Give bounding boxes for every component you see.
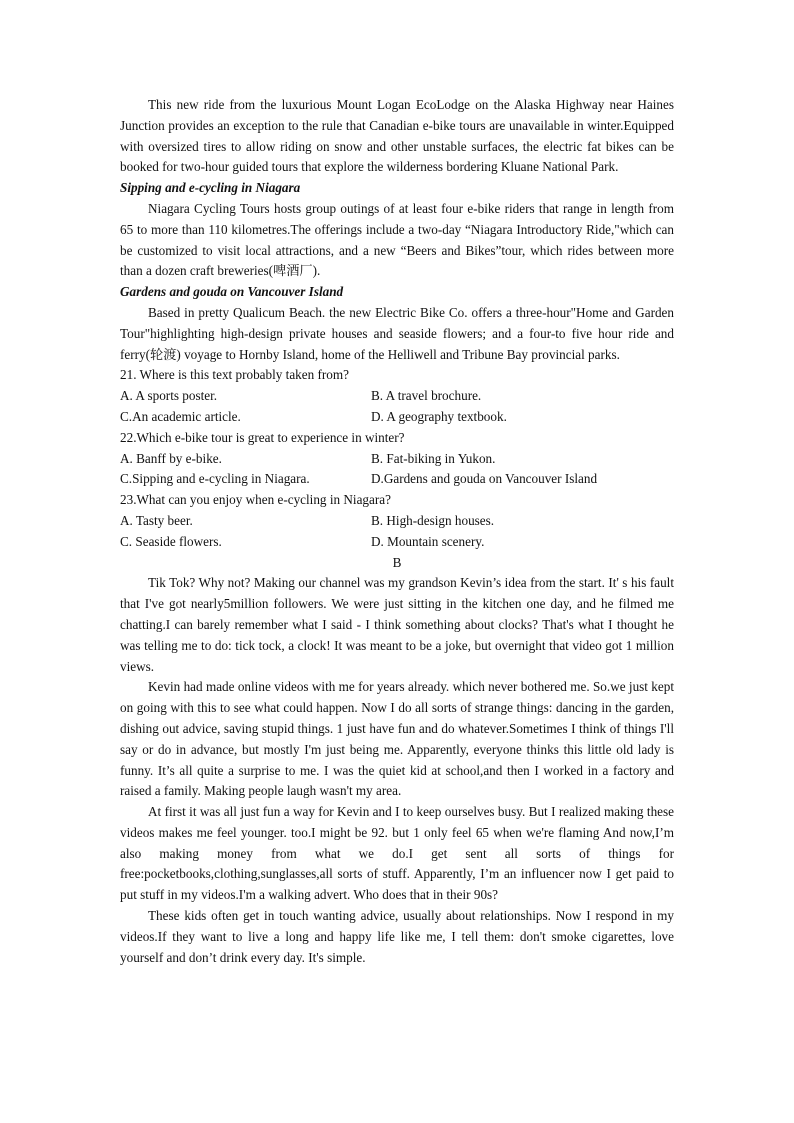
option-21-b: B. A travel brochure. — [371, 388, 482, 404]
paragraph-b-4: These kids often get in touch wanting advice, usually about relationships. Now I respond in my videos.If they want to live a long and happy life like me, I tell them: don't smoke cigarettes, love yourself and don’t drink every day. It's simple. — [120, 908, 674, 965]
exam-page — [120, 95, 674, 968]
option-23-a: A. Tasty beer. — [120, 512, 193, 528]
question-22-options — [120, 449, 674, 491]
option-23-c: C. Seaside flowers. — [120, 533, 222, 549]
option-23-b: B. High-design houses. — [371, 512, 495, 528]
paragraph-b-1: Tik Tok? Why not? Making our channel was my grandson Kevin’s idea from the start. It' s his fault that I've got nearly5million followers. We were just sitting in the kitchen one day, and he filmed me chatting.I can barely remember what I said - I think something about clocks? That's what I thought he was telling me to do: tick tock, a clock! It was meant to be a joke, but overnight that video got 1 million views. — [120, 575, 674, 674]
heading-niagara: Sipping and e-cycling in Niagara — [120, 180, 301, 196]
question-23-stem: 23.What can you enjoy when e-cycling in Niagara? — [120, 492, 391, 508]
heading-vancouver: Gardens and gouda on Vancouver Island — [120, 284, 344, 300]
option-22-d: D.Gardens and gouda on Vancouver Island — [371, 471, 598, 487]
option-23-d: D. Mountain scenery. — [371, 533, 485, 549]
question-22-stem: 22.Which e-bike tour is great to experience in winter? — [120, 429, 405, 445]
paragraph-b-2: Kevin had made online videos with me for years already. which never bothered me. So.we just kept on going with this to see what could happen. Now I do all sorts of strange things: dancing in the garden, dishing out advice, saving stupid things. 1 just have fun and do whatever.Sometimes I think of things I'll say or do in advance, but mostly I'm just being me. Apparently, everyone thinks this little old lady is funny. It’s all quite a surprise to me. I was the quiet kid at school,and then I worked in a factory and raised a family. Making people laugh wasn't my area. — [120, 679, 674, 799]
paragraph-vancouver: Based in pretty Qualicum Beach. the new Electric Bike Co. offers a three-hour"Home and Garden Tour"highlighting high-design private houses and seaside flowers; and a four-to five hour ride and ferry(轮渡) voyage to Hornby Island, home of the Helliwell and Tribune Bay provincial parks. — [120, 304, 674, 362]
option-21-c: C.An academic article. — [120, 408, 241, 424]
question-23-options — [120, 511, 674, 553]
paragraph-yukon: This new ride from the luxurious Mount Logan EcoLodge on the Alaska Highway near Haines Junction provides an exception to the rule that Canadian e-bike tours are unavailable in winter.Equipped with oversized tires to allow riding on snow and other unstable surfaces, the electric fat bikes can be booked for two-hour guided tours that explore the wilderness bordering Kluane National Park. — [120, 97, 674, 175]
option-21-d: D. A geography textbook. — [371, 408, 507, 424]
question-21-stem: 21. Where is this text probably taken from? — [120, 367, 350, 383]
option-22-c: C.Sipping and e-cycling in Niagara. — [120, 471, 310, 487]
option-22-b: B. Fat-biking in Yukon. — [371, 450, 496, 466]
section-label-b: B — [392, 554, 402, 570]
option-22-a: A. Banff by e-bike. — [120, 450, 222, 466]
paragraph-b-3: At first it was all just fun a way for Kevin and I to keep ourselves busy. But I realized making these videos makes me feel younger. too.I might be 92. but 1 only feel 65 when we're flaming And now,I’m also making money from what we do.I get sent all sorts of things for free:pocketbooks,clothing,sunglasses,all sorts of stuff. Apparently, I’m an influencer now I get paid to put stuff in my videos.I'm a walking advert. Who does that in their 90s? — [120, 804, 674, 903]
paragraph-niagara: Niagara Cycling Tours hosts group outings of at least four e-bike riders that range in length from 65 to more than 110 kilometres.The offerings include a two-day “Niagara Introductory Ride,"which can be customized to visit local attractions, and a new “Beers and Bikes”tour, which rides between more than a dozen craft breweries(啤酒厂). — [120, 200, 674, 279]
question-21-options — [120, 386, 674, 428]
option-21-a: A. A sports poster. — [120, 388, 218, 404]
